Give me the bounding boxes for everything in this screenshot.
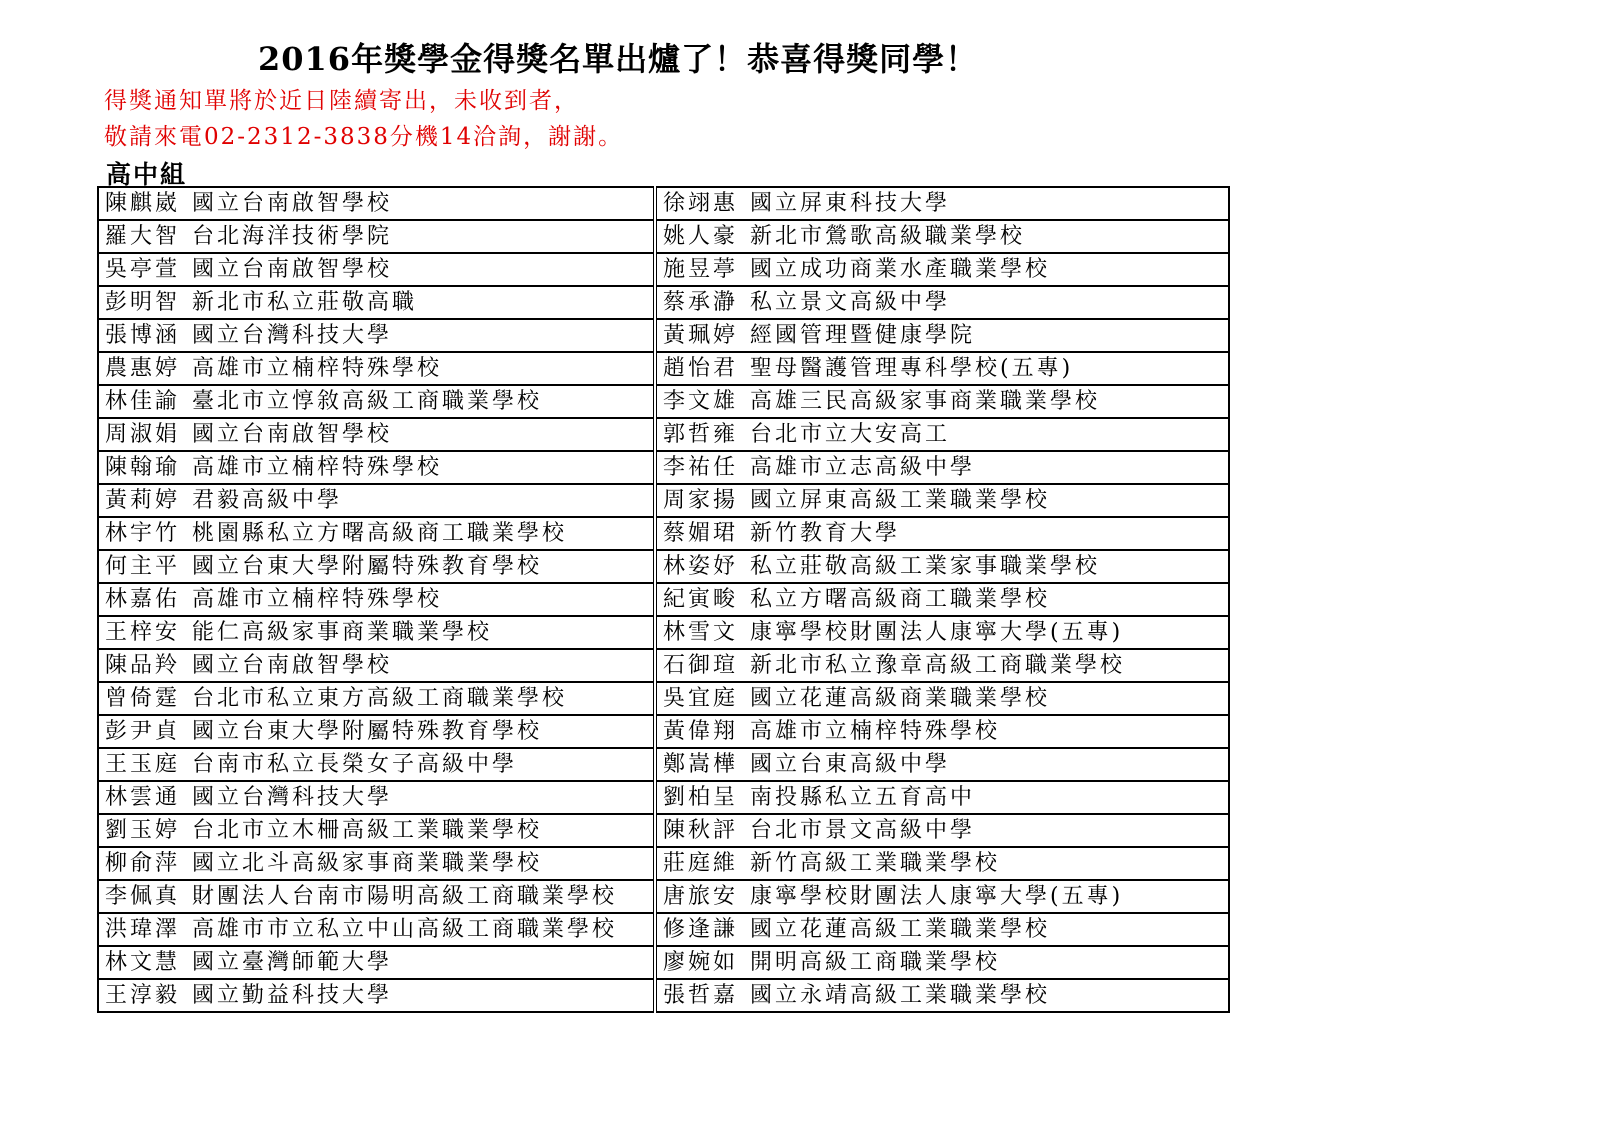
recipient-name: 張博涵	[105, 323, 181, 348]
school-name: 臺北市立惇敘高級工商職業學校	[192, 389, 543, 414]
recipient-name: 林宇竹	[105, 521, 181, 546]
recipient-name: 劉玉婷	[105, 818, 181, 843]
award-cell-left	[98, 550, 655, 583]
school-name: 台南市私立長榮女子高級中學	[192, 752, 518, 777]
school-name: 高雄市市立私立中山高級工商職業學校	[192, 917, 618, 942]
table-row	[98, 484, 1229, 517]
award-cell-left	[98, 517, 655, 550]
recipient-name: 紀寅畯	[663, 587, 739, 612]
recipient-name: 徐翊惠	[663, 191, 739, 216]
school-name: 高雄市立志高級中學	[750, 455, 976, 480]
table-row	[98, 847, 1229, 880]
recipient-name: 劉柏呈	[663, 785, 739, 810]
school-name: 高雄市立楠梓特殊學校	[192, 455, 443, 480]
award-cell-left	[98, 979, 655, 1012]
school-name: 國立台南啟智學校	[192, 422, 393, 447]
award-cell-left	[98, 220, 655, 253]
award-cell-right	[655, 385, 1229, 418]
school-name: 高雄市立楠梓特殊學校	[750, 719, 1001, 744]
award-cell-right	[655, 187, 1229, 220]
recipient-name: 林姿妤	[663, 554, 739, 579]
award-cell-left	[98, 682, 655, 715]
table-row	[98, 616, 1229, 649]
school-name: 高雄三民高級家事商業職業學校	[750, 389, 1101, 414]
award-cell-left	[98, 649, 655, 682]
recipient-name: 王梓安	[105, 620, 181, 645]
award-cell-left	[98, 781, 655, 814]
award-cell-right	[655, 847, 1229, 880]
recipient-name: 黃莉婷	[105, 488, 181, 513]
award-cell-right	[655, 418, 1229, 451]
table-row	[98, 715, 1229, 748]
school-name: 私立莊敬高級工業家事職業學校	[750, 554, 1101, 579]
award-cell-left	[98, 847, 655, 880]
recipient-name: 黃偉翔	[663, 719, 739, 744]
school-name: 台北市立大安高工	[750, 422, 951, 447]
recipient-name: 王淳毅	[105, 983, 181, 1008]
school-name: 高雄市立楠梓特殊學校	[192, 356, 443, 381]
recipient-name: 王玉庭	[105, 752, 181, 777]
recipient-name: 吳宜庭	[663, 686, 739, 711]
award-cell-left	[98, 616, 655, 649]
table-row	[98, 286, 1229, 319]
award-table	[97, 186, 1230, 1013]
award-cell-left	[98, 451, 655, 484]
recipient-name: 周家揚	[663, 488, 739, 513]
school-name: 國立台南啟智學校	[192, 191, 393, 216]
recipient-name: 陳品羚	[105, 653, 181, 678]
award-cell-left	[98, 352, 655, 385]
recipient-name: 陳翰瑜	[105, 455, 181, 480]
school-name: 國立北斗高級家事商業職業學校	[192, 851, 543, 876]
table-row	[98, 946, 1229, 979]
recipient-name: 陳秋評	[663, 818, 739, 843]
award-cell-left	[98, 385, 655, 418]
award-cell-right	[655, 550, 1229, 583]
award-cell-left	[98, 814, 655, 847]
table-row	[98, 979, 1229, 1012]
recipient-name: 廖婉如	[663, 950, 739, 975]
table-row	[98, 550, 1229, 583]
notice-line-1: 得獎通知單將於近日陸續寄出，未收到者，	[104, 88, 579, 114]
recipient-name: 彭尹貞	[105, 719, 181, 744]
school-name: 國立台南啟智學校	[192, 257, 393, 282]
school-name: 國立台東高級中學	[750, 752, 951, 777]
page-title: 2016年獎學金得獎名單出爐了！恭喜得獎同學！	[258, 40, 979, 78]
recipient-name: 林文慧	[105, 950, 181, 975]
award-cell-left	[98, 418, 655, 451]
award-cell-right	[655, 748, 1229, 781]
table-row	[98, 253, 1229, 286]
table-row	[98, 781, 1229, 814]
recipient-name: 石御瑄	[663, 653, 739, 678]
recipient-name: 林嘉佑	[105, 587, 181, 612]
school-name: 君毅高級中學	[192, 488, 343, 513]
recipient-name: 郭哲雍	[663, 422, 739, 447]
school-name: 國立台灣科技大學	[192, 323, 393, 348]
award-cell-right	[655, 286, 1229, 319]
recipient-name: 林雲通	[105, 785, 181, 810]
recipient-name: 曾倚霆	[105, 686, 181, 711]
recipient-name: 林雪文	[663, 620, 739, 645]
award-cell-left	[98, 286, 655, 319]
school-name: 新北市鶯歌高級職業學校	[750, 224, 1026, 249]
recipient-name: 陳麒崴	[105, 191, 181, 216]
table-row	[98, 814, 1229, 847]
award-cell-right	[655, 583, 1229, 616]
school-name: 國立花蓮高級商業職業學校	[750, 686, 1051, 711]
award-cell-right	[655, 484, 1229, 517]
school-name: 能仁高級家事商業職業學校	[192, 620, 493, 645]
table-row	[98, 385, 1229, 418]
group-label: 高中組	[106, 160, 188, 189]
recipient-name: 蔡媚珺	[663, 521, 739, 546]
school-name: 國立勤益科技大學	[192, 983, 393, 1008]
school-name: 國立台南啟智學校	[192, 653, 393, 678]
award-cell-left	[98, 187, 655, 220]
recipient-name: 李文雄	[663, 389, 739, 414]
award-cell-left	[98, 715, 655, 748]
school-name: 台北市立木柵高級工業職業學校	[192, 818, 543, 843]
award-cell-right	[655, 517, 1229, 550]
recipient-name: 林佳諭	[105, 389, 181, 414]
recipient-name: 何主平	[105, 554, 181, 579]
recipient-name: 農惠婷	[105, 356, 181, 381]
award-cell-left	[98, 880, 655, 913]
school-name: 國立台灣科技大學	[192, 785, 393, 810]
recipient-name: 張哲嘉	[663, 983, 739, 1008]
award-cell-right	[655, 682, 1229, 715]
school-name: 高雄市立楠梓特殊學校	[192, 587, 443, 612]
table-row	[98, 682, 1229, 715]
school-name: 國立台東大學附屬特殊教育學校	[192, 554, 543, 579]
school-name: 開明高級工商職業學校	[750, 950, 1001, 975]
table-row	[98, 418, 1229, 451]
school-name: 財團法人台南市陽明高級工商職業學校	[192, 884, 618, 909]
table-row	[98, 649, 1229, 682]
award-cell-left	[98, 913, 655, 946]
award-cell-right	[655, 352, 1229, 385]
school-name: 台北海洋技術學院	[192, 224, 393, 249]
school-name: 新北市私立豫章高級工商職業學校	[750, 653, 1126, 678]
award-cell-right	[655, 616, 1229, 649]
award-cell-right	[655, 319, 1229, 352]
award-cell-right	[655, 220, 1229, 253]
award-cell-left	[98, 319, 655, 352]
school-name: 南投縣私立五育高中	[750, 785, 976, 810]
award-cell-right	[655, 880, 1229, 913]
table-row	[98, 220, 1229, 253]
notice-line-2: 敬請來電02-2312-3838分機14洽詢，謝謝。	[104, 124, 624, 150]
school-name: 新竹教育大學	[750, 521, 901, 546]
school-name: 國立成功商業水產職業學校	[750, 257, 1051, 282]
recipient-name: 羅大智	[105, 224, 181, 249]
table-row	[98, 913, 1229, 946]
school-name: 私立方曙高級商工職業學校	[750, 587, 1051, 612]
award-cell-left	[98, 484, 655, 517]
recipient-name: 趙怡君	[663, 356, 739, 381]
recipient-name: 修逢謙	[663, 917, 739, 942]
school-name: 國立台東大學附屬特殊教育學校	[192, 719, 543, 744]
award-cell-left	[98, 946, 655, 979]
school-name: 康寧學校財團法人康寧大學(五專)	[750, 620, 1124, 645]
table-row	[98, 748, 1229, 781]
recipient-name: 洪瑋澤	[105, 917, 181, 942]
recipient-name: 唐旅安	[663, 884, 739, 909]
recipient-name: 李佩真	[105, 884, 181, 909]
school-name: 經國管理暨健康學院	[750, 323, 976, 348]
school-name: 國立屏東高級工業職業學校	[750, 488, 1051, 513]
award-cell-right	[655, 979, 1229, 1012]
school-name: 桃園縣私立方曙高級商工職業學校	[192, 521, 568, 546]
award-cell-right	[655, 913, 1229, 946]
table-row	[98, 451, 1229, 484]
recipient-name: 姚人豪	[663, 224, 739, 249]
recipient-name: 施昱葶	[663, 257, 739, 282]
recipient-name: 李祐任	[663, 455, 739, 480]
school-name: 國立永靖高級工業職業學校	[750, 983, 1051, 1008]
award-cell-right	[655, 451, 1229, 484]
award-cell-right	[655, 253, 1229, 286]
award-cell-left	[98, 583, 655, 616]
award-cell-left	[98, 748, 655, 781]
school-name: 台北市私立東方高級工商職業學校	[192, 686, 568, 711]
award-cell-right	[655, 781, 1229, 814]
recipient-name: 周淑娟	[105, 422, 181, 447]
award-table-body	[98, 187, 1229, 1012]
recipient-name: 吳亭萱	[105, 257, 181, 282]
recipient-name: 莊庭維	[663, 851, 739, 876]
school-name: 國立臺灣師範大學	[192, 950, 393, 975]
recipient-name: 彭明智	[105, 290, 181, 315]
award-cell-left	[98, 253, 655, 286]
school-name: 私立景文高級中學	[750, 290, 951, 315]
award-cell-right	[655, 814, 1229, 847]
table-row	[98, 187, 1229, 220]
school-name: 康寧學校財團法人康寧大學(五專)	[750, 884, 1124, 909]
recipient-name: 蔡承瀞	[663, 290, 739, 315]
school-name: 聖母醫護管理專科學校(五專)	[750, 356, 1074, 381]
table-row	[98, 319, 1229, 352]
table-row	[98, 583, 1229, 616]
recipient-name: 柳俞萍	[105, 851, 181, 876]
recipient-name: 黃珮婷	[663, 323, 739, 348]
school-name: 國立屏東科技大學	[750, 191, 951, 216]
award-cell-right	[655, 649, 1229, 682]
school-name: 新竹高級工業職業學校	[750, 851, 1001, 876]
school-name: 新北市私立莊敬高職	[192, 290, 418, 315]
recipient-name: 鄭嵩樺	[663, 752, 739, 777]
table-row	[98, 517, 1229, 550]
award-cell-right	[655, 715, 1229, 748]
school-name: 台北市景文高級中學	[750, 818, 976, 843]
school-name: 國立花蓮高級工業職業學校	[750, 917, 1051, 942]
table-row	[98, 880, 1229, 913]
table-row	[98, 352, 1229, 385]
award-cell-right	[655, 946, 1229, 979]
